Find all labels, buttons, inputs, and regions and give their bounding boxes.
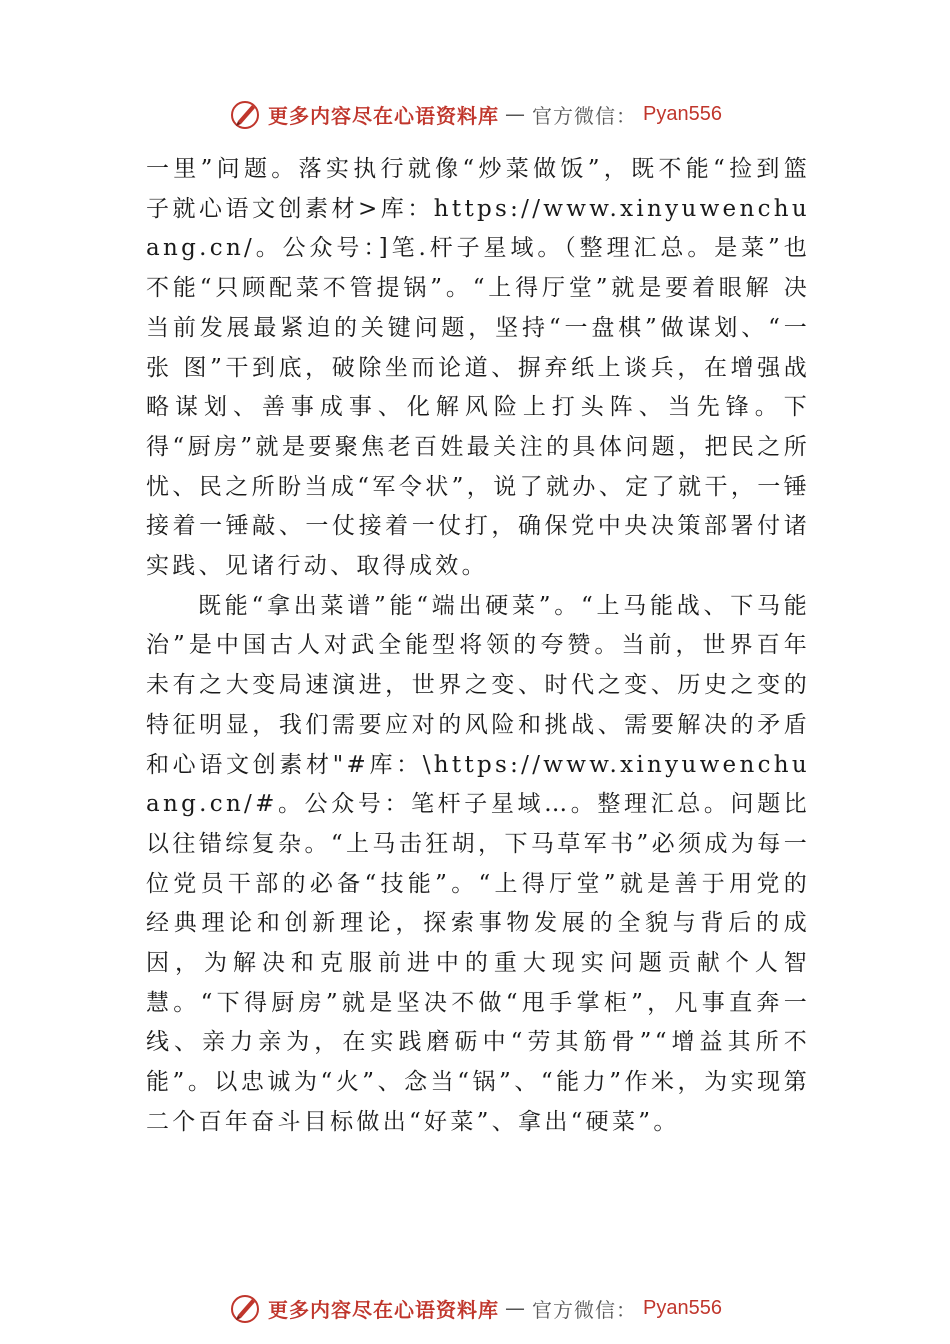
footer-brand-text: 更多内容尽在心语资料库 bbox=[268, 1297, 500, 1322]
paragraph-1: 一里”问题。落实执行就像“炒菜做饭”，既不能“捡到篮子就心语文创素材>库：https://www.xinyuwenchuang.cn/。公众号：]笔.杆子星域。（整理汇总。是菜”也不能“只顾配菜不管提锅”。“上得厅堂”就是要着眼解 决当前发展最紧迫的关键问题，坚持“一盘棋”做谋划、“一张 图”干到底，破除坐而论道、摒弃纸上谈兵，在增强战略谋划、善事成事、化解风险上打头阵、当先锋。下得“厨房”就是要聚焦老百姓最关注的具体问题，把民之所忧、民之所盼当成“军令状”，说了就办、定了就干，一锤接着一锤敲、一仗接着一仗打，确保党中央决策部署付诸实践、见诸行动、取得成效。 bbox=[146, 156, 810, 580]
header-wechat-id: Pyan556 bbox=[643, 102, 722, 125]
footer-banner bbox=[0, 1288, 950, 1328]
header-banner bbox=[0, 94, 950, 134]
footer-wechat-id: Pyan556 bbox=[643, 1296, 722, 1319]
header-brand-text: 更多内容尽在心语资料库 bbox=[268, 103, 500, 128]
footer-separator: — bbox=[505, 1296, 527, 1320]
header-wechat-label: 官方微信： bbox=[532, 103, 638, 128]
pen-logo-icon bbox=[228, 97, 262, 131]
document-body bbox=[146, 150, 810, 1143]
paragraph-2: 既能“拿出菜谱”能“端出硬菜”。“上马能战、下马能治”是中国古人对武全能型将领的夸赞。当前，世界百年未有之大变局速演进，世界之变、时代之变、历史之变的特征明显，我们需要应对的风险和挑战、需要解决的矛盾和心语文创素材"#库：\https://www.xinyuwenchuang.cn/#。公众号：笔杆子星域…。整理汇总。问题比以往错综复杂。“上马击狂胡，下马草军书”必须成为每一位党员干部的必备“技能”。“上得厅堂”就是善于用党的经典理论和创新理论，探索事物发展的全貌与背后的成因，为解决和克服前进中的重大现实问题贡献个人智慧。“下得厨房”就是坚决不做“甩手掌柜”，凡事直奔一线、亲力亲为，在实践磨砺中“劳其筋骨”“增益其所不能”。以忠诚为“火”、念当“锅”、“能力”作米，为实现第二个百年奋斗目标做出“好菜”、拿出“硬菜”。 bbox=[146, 592, 810, 1135]
pen-logo-icon bbox=[228, 1291, 262, 1325]
header-separator: — bbox=[505, 102, 527, 126]
footer-wechat-label: 官方微信： bbox=[532, 1297, 638, 1322]
